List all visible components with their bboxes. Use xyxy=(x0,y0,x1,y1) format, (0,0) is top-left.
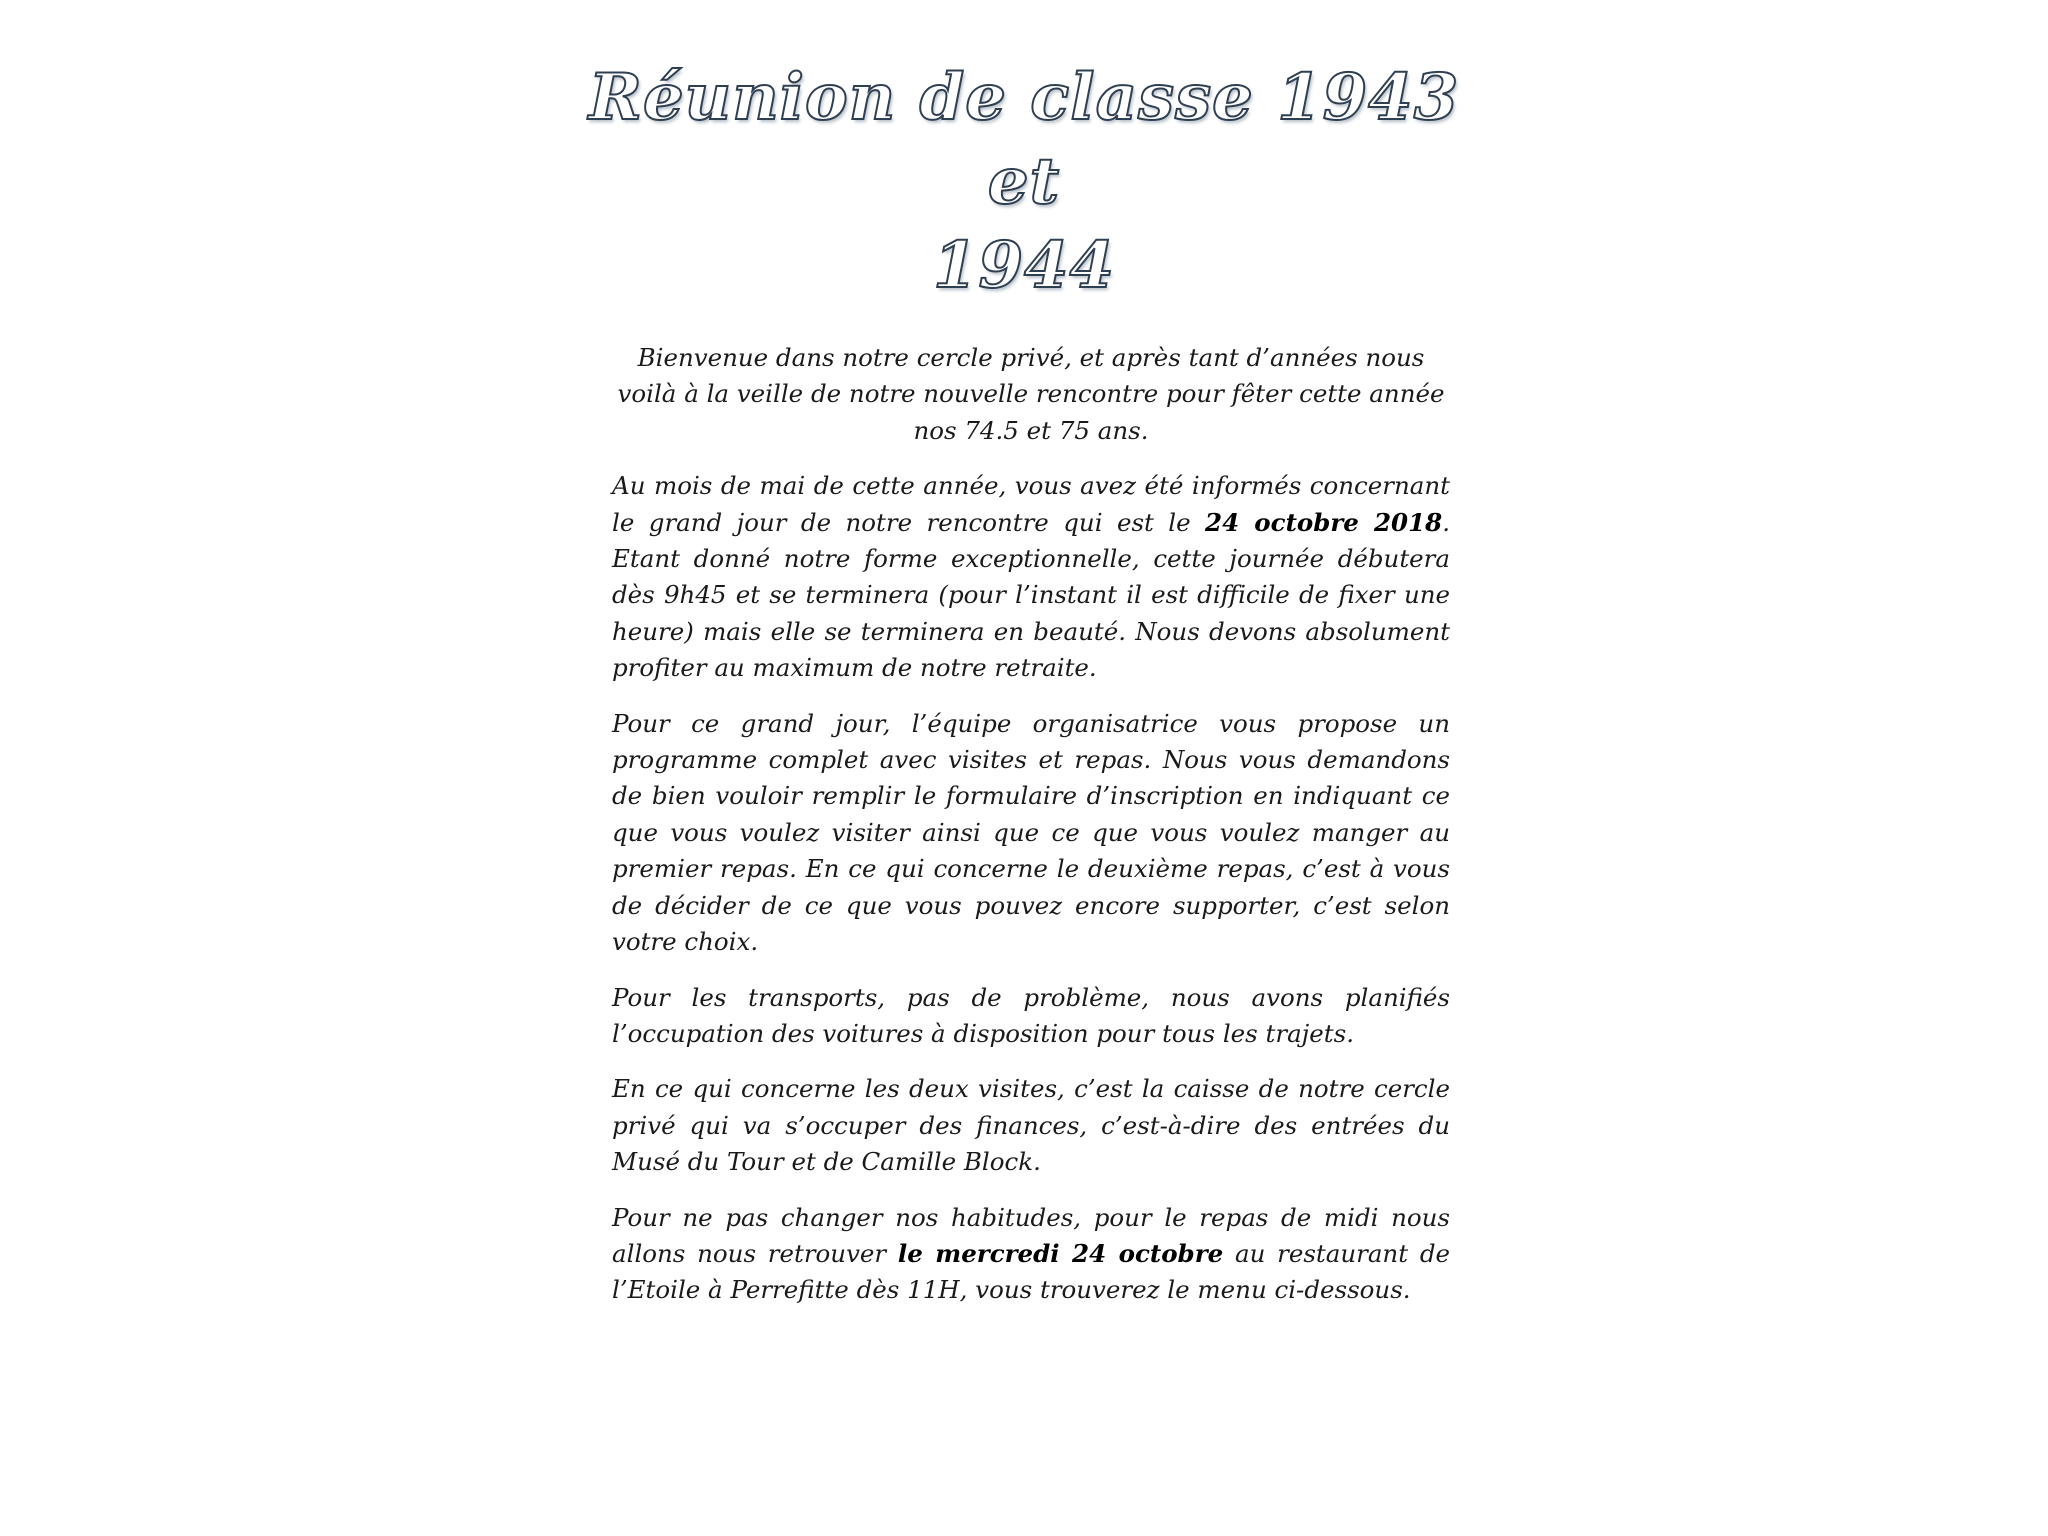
paragraph-date-announcement xyxy=(612,468,1450,686)
paragraph-welcome: Bienvenue dans notre cercle privé, et après tant d’années nous voilà à la veille de notre nouvelle rencontre pour fêter cette année nos 74.5 et 75 ans. xyxy=(617,343,1445,445)
paragraph-text: Pour ne pas changer nos habitudes, pour le repas de midi nous allons nous retrouver xyxy=(612,1202,1450,1268)
paragraph-visits: En ce qui concerne les deux visites, c’est la caisse de notre cercle privé qui va s’occuper des finances, c’est-à-dire des entrées du Musé du Tour et de Camille Block. xyxy=(612,1074,1450,1177)
title-line-1: Réunion de classe 1943 et xyxy=(588,60,1460,219)
paragraph-text: . Etant donné notre forme exceptionnelle, cette journée débutera dès 9h45 et se terminera (pour l’instant il est difficile de fixer une heure) mais elle se terminera en beauté. Nous devons absolument profiter au maximum de notre retraite. xyxy=(612,507,1450,683)
event-date-bold: 24 octobre 2018 xyxy=(1205,507,1443,537)
lunch-date-bold: le mercredi 24 octobre xyxy=(897,1238,1224,1268)
title-line-2: 1944 xyxy=(932,228,1116,303)
paragraph-text: Au mois de mai de cette année, vous avez été informés concernant le grand jour de notre rencontre qui est le xyxy=(612,471,1450,537)
paragraph-program: Pour ce grand jour, l’équipe organisatrice vous propose un programme complet avec visites et repas. Nous vous demandons de bien vouloir remplir le formulaire d’inscription en indiquant ce que vous voulez visiter ainsi que ce que vous voulez manger au premier repas. En ce qui concerne le deuxième repas, c’est à vous de décider de ce que vous pouvez encore supporter, c’est selon votre choix. xyxy=(612,708,1450,957)
paragraph-text: au restaurant de l’Etoile à Perrefitte dès 11H, vous trouverez le menu ci-dessous. xyxy=(612,1238,1450,1305)
paragraph-transport: Pour les transports, pas de problème, nous avons planifiés l’occupation des voitures à disposition pour tous les trajets. xyxy=(612,982,1450,1048)
paragraph-lunch xyxy=(612,1200,1450,1309)
document-title xyxy=(560,56,1488,308)
document-body xyxy=(612,340,1450,1328)
